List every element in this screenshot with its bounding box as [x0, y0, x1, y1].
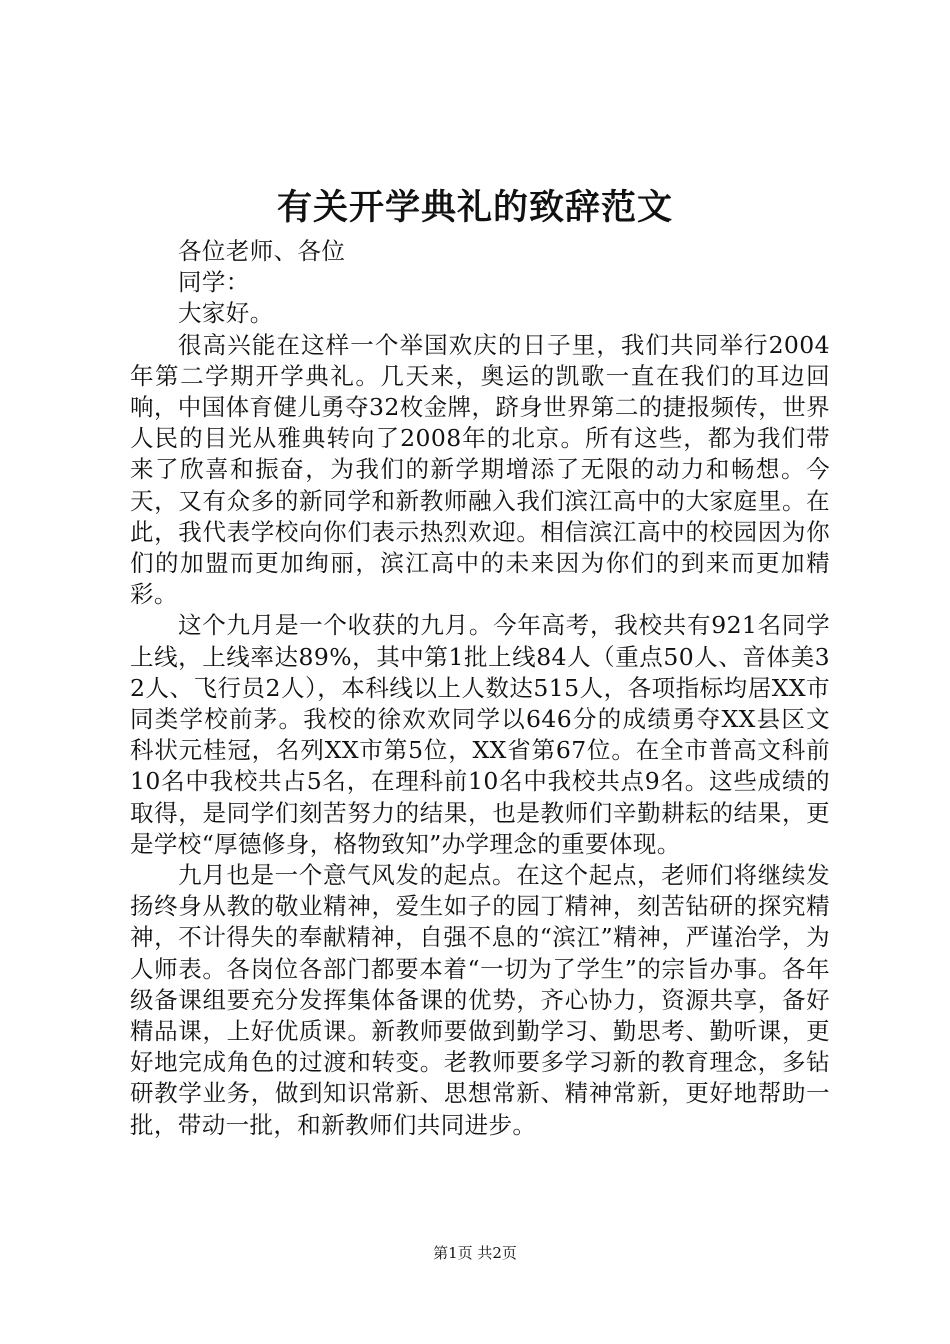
paragraph-harvest: 这个九月是一个收获的九月。今年高考，我校共有921名同学上线，上线率达89%，其中第1批上线84人（重点50人、音体美32人、飞行员2人），本科线以上人数达515人，各项指标均居XX市同类学校前茅。我校的徐欢欢同学以646分的成绩勇夺XX县区文科状元桂冠，名列XX市第5位，XX省第67位。在全市普高文科前10名中我校共占5名，在理科前10名中我校共点9名。这些成绩的取得，是同学们刻苦努力的结果，也是教师们辛勤耕耘的结果，更是学校“厚德修身，格物致知”办学理念的重要体现。 — [130, 611, 830, 858]
salutation-line-1: 各位老师、各位 — [178, 237, 346, 265]
greeting-line: 大家好。 — [178, 299, 274, 328]
document-title: 有关开学典礼的致辞范文 — [276, 187, 673, 228]
salutation-line-2: 同学： — [178, 268, 250, 297]
paragraph-starting-point: 九月也是一个意气风发的起点。在这个起点，老师们将继续发扬终身从教的敬业精神，爱生如子的园丁精神，刻苦钻研的探究精神，不计得失的奉献精神，自强不息的“滨江”精神，严谨治学，为人师表。各岗位各部门都要本着“一切为了学生”的宗旨办事。各年级备课组要充分发挥集体备课的优势，齐心协力，资源共享，备好精品课，上好优质课。新教师要做到勤学习、勤思考、勤听课，更好地完成角色的过渡和转变。老教师要多学习新的教育理念，多钻研教学业务，做到知识常新、思想常新、精神常新，更好地帮助一批，带动一批，和新教师们共同进步。 — [130, 861, 830, 1139]
page-indicator: 第1页 共2页 — [433, 1244, 517, 1262]
document-body — [130, 236, 830, 1141]
paragraph-intro: 很高兴能在这样一个举国欢庆的日子里，我们共同举行2004年第二学期开学典礼。几天来，奥运的凯歌一直在我们的耳边回响，中国体育健儿勇夺32枚金牌，跻身世界第二的捷报频传，世界人民的目光从雅典转向了2008年的北京。所有这些，都为我们带来了欣喜和振奋，为我们的新学期增添了无限的动力和畅想。今天，又有众多的新同学和新教师融入我们滨江高中的大家庭里。在此，我代表学校向你们表示热烈欢迎。相信滨江高中的校园因为你们的加盟而更加绚丽，滨江高中的未来因为你们的到来而更加精彩。 — [130, 330, 830, 609]
